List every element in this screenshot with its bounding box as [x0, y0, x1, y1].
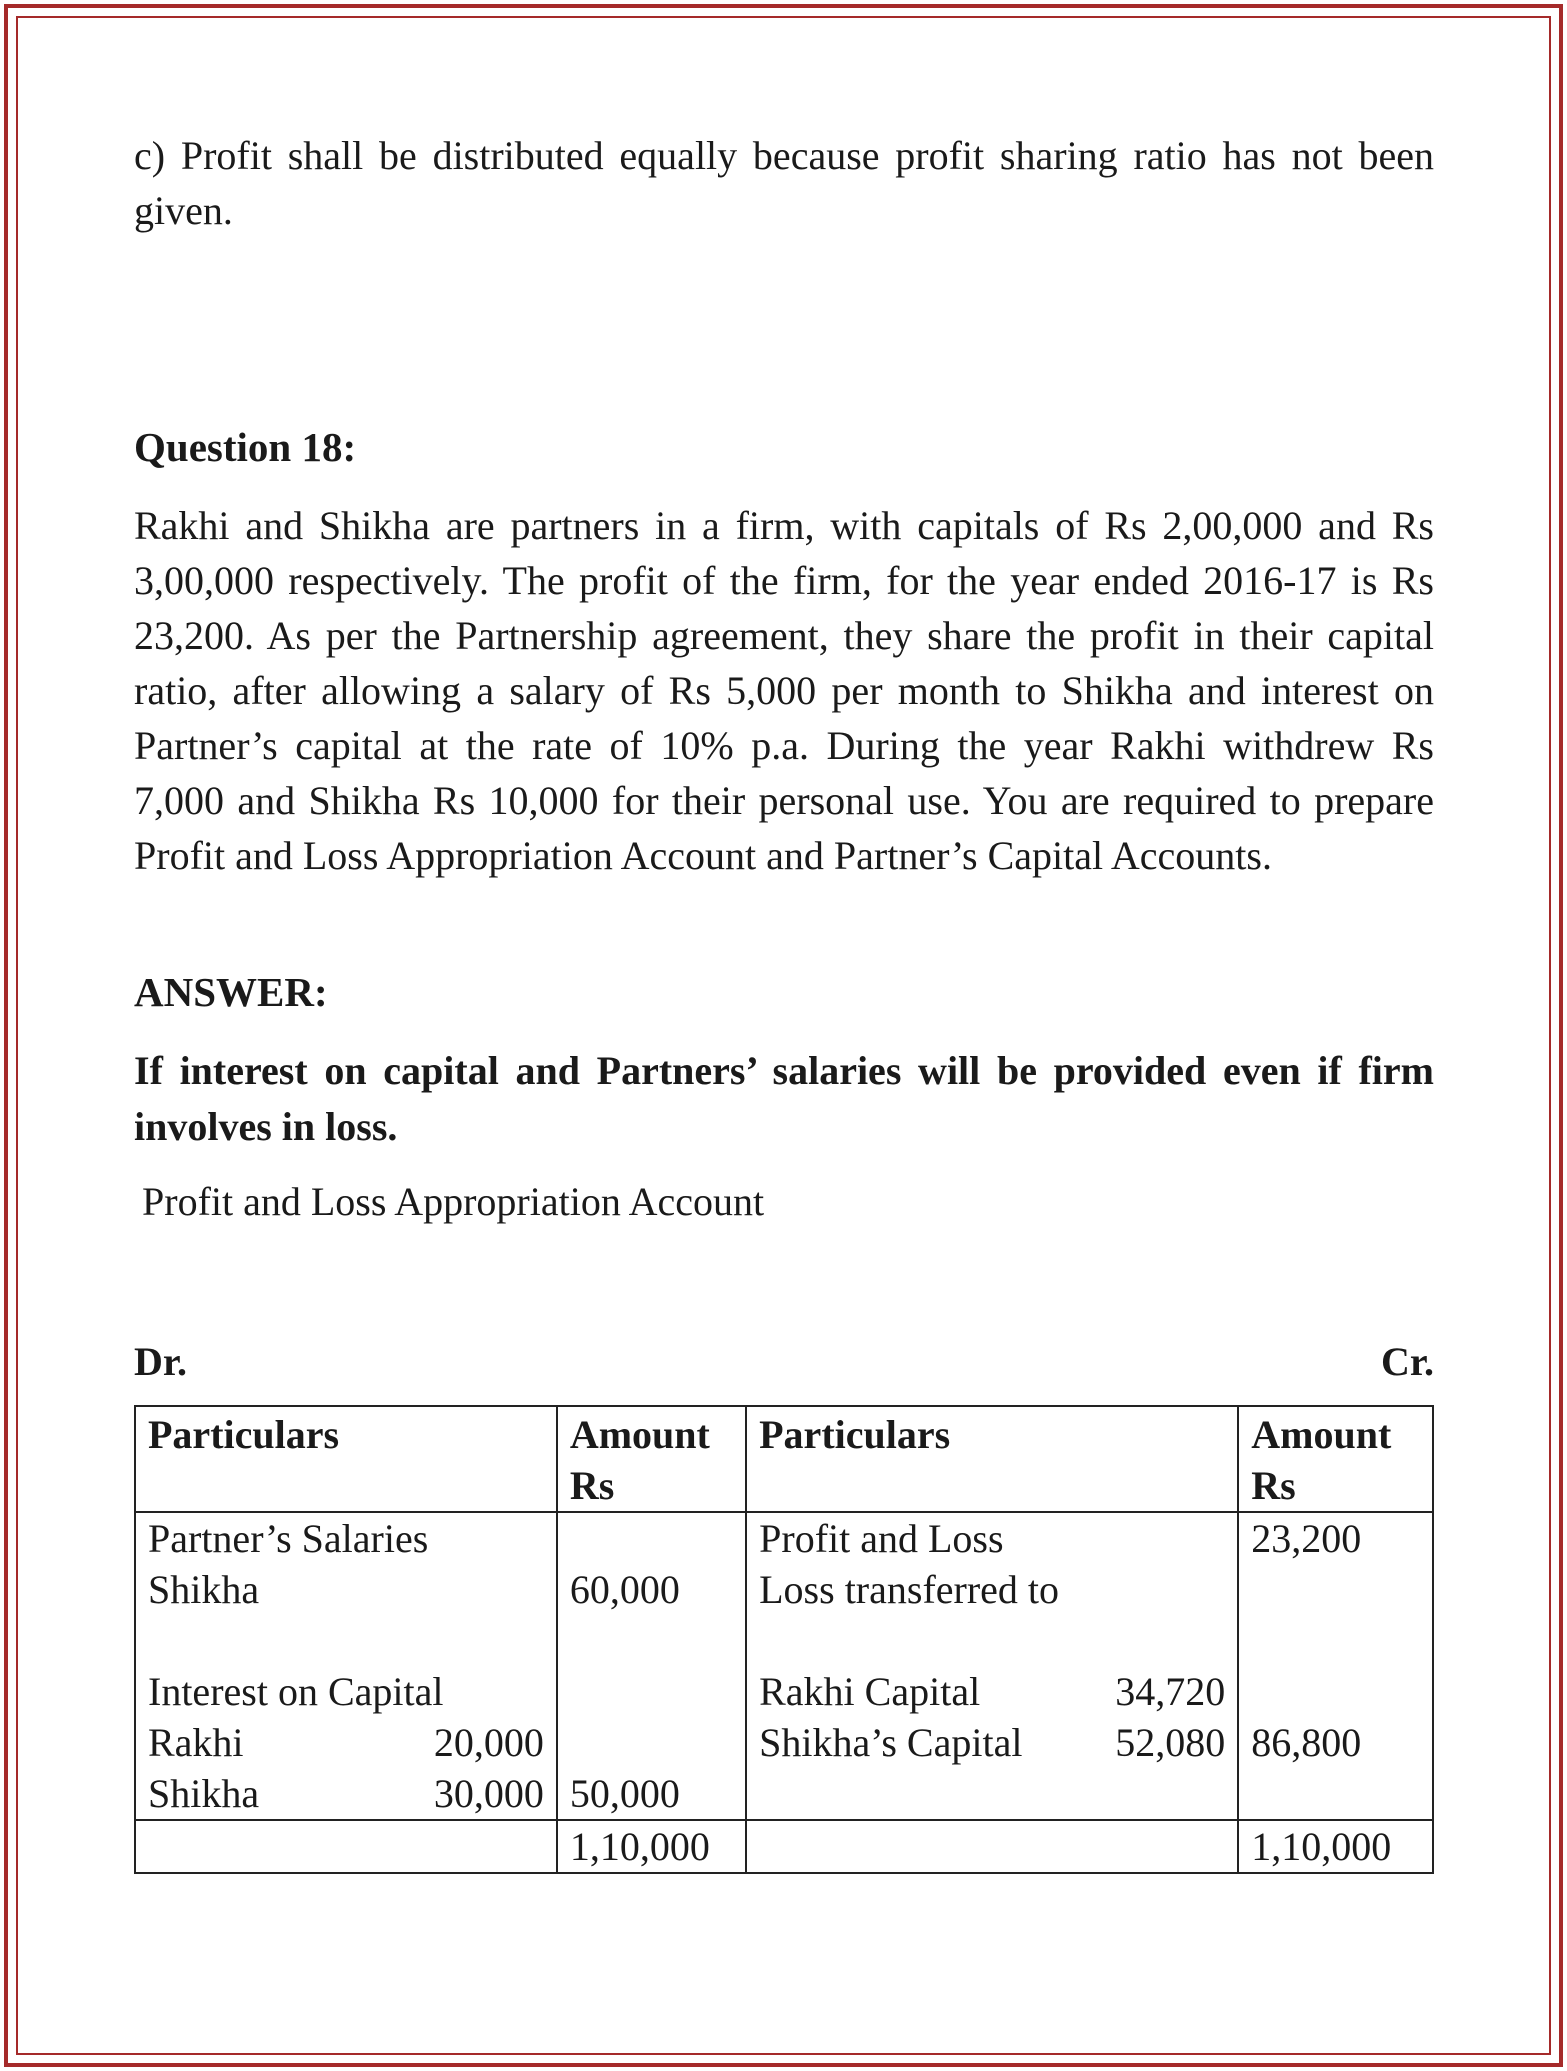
- question-body: [134, 498, 1434, 883]
- salary-shikha-amount: 60,000: [569, 1567, 680, 1612]
- debit-label: Dr.: [134, 1339, 187, 1384]
- interest-total-amount: 50,000: [569, 1771, 680, 1816]
- header-amount-left: Amount Rs: [557, 1406, 746, 1512]
- salaries-label: Partner’s Salaries: [148, 1516, 429, 1561]
- appropriation-account-table: [134, 1405, 1434, 1874]
- answer-note: If interest on capital and Partners’ salaries will be provided even if firm involves in loss.: [134, 1048, 1434, 1149]
- credit-particulars-cell: [746, 1512, 1238, 1820]
- table-row: [135, 1512, 1433, 1820]
- debit-total: 1,10,000: [557, 1820, 746, 1873]
- header-particulars-left: Particulars: [135, 1406, 557, 1512]
- loss-transfer-label: Loss transferred to: [759, 1567, 1060, 1612]
- document-content: [134, 128, 1434, 1869]
- interest-label: Interest on Capital: [148, 1669, 444, 1714]
- loss-total-amount: 86,800: [1251, 1720, 1362, 1765]
- header-particulars-right: Particulars: [746, 1406, 1238, 1512]
- account-title: Profit and Loss Appropriation Account: [142, 1179, 765, 1224]
- rakhi-capital-amount: 34,720: [1115, 1669, 1226, 1714]
- interest-rakhi-amount: 20,000: [433, 1720, 544, 1765]
- debit-particulars-cell: [135, 1512, 557, 1820]
- answer-title: ANSWER:: [134, 969, 328, 1015]
- salary-shikha-label: Shikha: [148, 1567, 260, 1612]
- question-title: Question 18:: [134, 424, 357, 470]
- pl-amount: 23,200: [1251, 1516, 1362, 1561]
- interest-rakhi-label: Rakhi: [148, 1720, 244, 1765]
- interest-shikha-label: Shikha: [148, 1771, 260, 1816]
- interest-shikha-amount: 30,000: [433, 1771, 544, 1816]
- question-paragraph: Rakhi and Shikha are partners in a firm, with capitals of Rs 2,00,000 and Rs 3,00,000 respectively. The profit of the firm, for the year ended 2016-17 is Rs 23,200. As per the Partnership agreement, they share the profit in their capital ratio, after allowing a salary of Rs 5,000 per month to Shikha and interest on Partner’s capital at the rate of 10% p.a. During the year Rakhi withdrew Rs 7,000 and Shikha Rs 10,000 for their personal use. You are required to prepare Profit and Loss Appropriation Account and Partner’s Capital Accounts.: [134, 503, 1434, 878]
- pl-label: Profit and Loss: [759, 1516, 1004, 1561]
- credit-label: Cr.: [1381, 1339, 1434, 1384]
- table-total-row: [135, 1820, 1433, 1873]
- shikha-capital-amount: 52,080: [1115, 1720, 1226, 1765]
- credit-total: 1,10,000: [1238, 1820, 1433, 1873]
- rakhi-capital-label: Rakhi Capital: [759, 1669, 981, 1714]
- credit-amount-cell: [1238, 1512, 1433, 1820]
- table-header-row: [135, 1406, 1433, 1512]
- intro-paragraph: c) Profit shall be distributed equally because profit sharing ratio has not been given.: [134, 133, 1434, 233]
- debit-amount-cell: [557, 1512, 746, 1820]
- shikha-capital-label: Shikha’s Capital: [759, 1720, 1023, 1765]
- header-amount-right: Amount Rs: [1238, 1406, 1433, 1512]
